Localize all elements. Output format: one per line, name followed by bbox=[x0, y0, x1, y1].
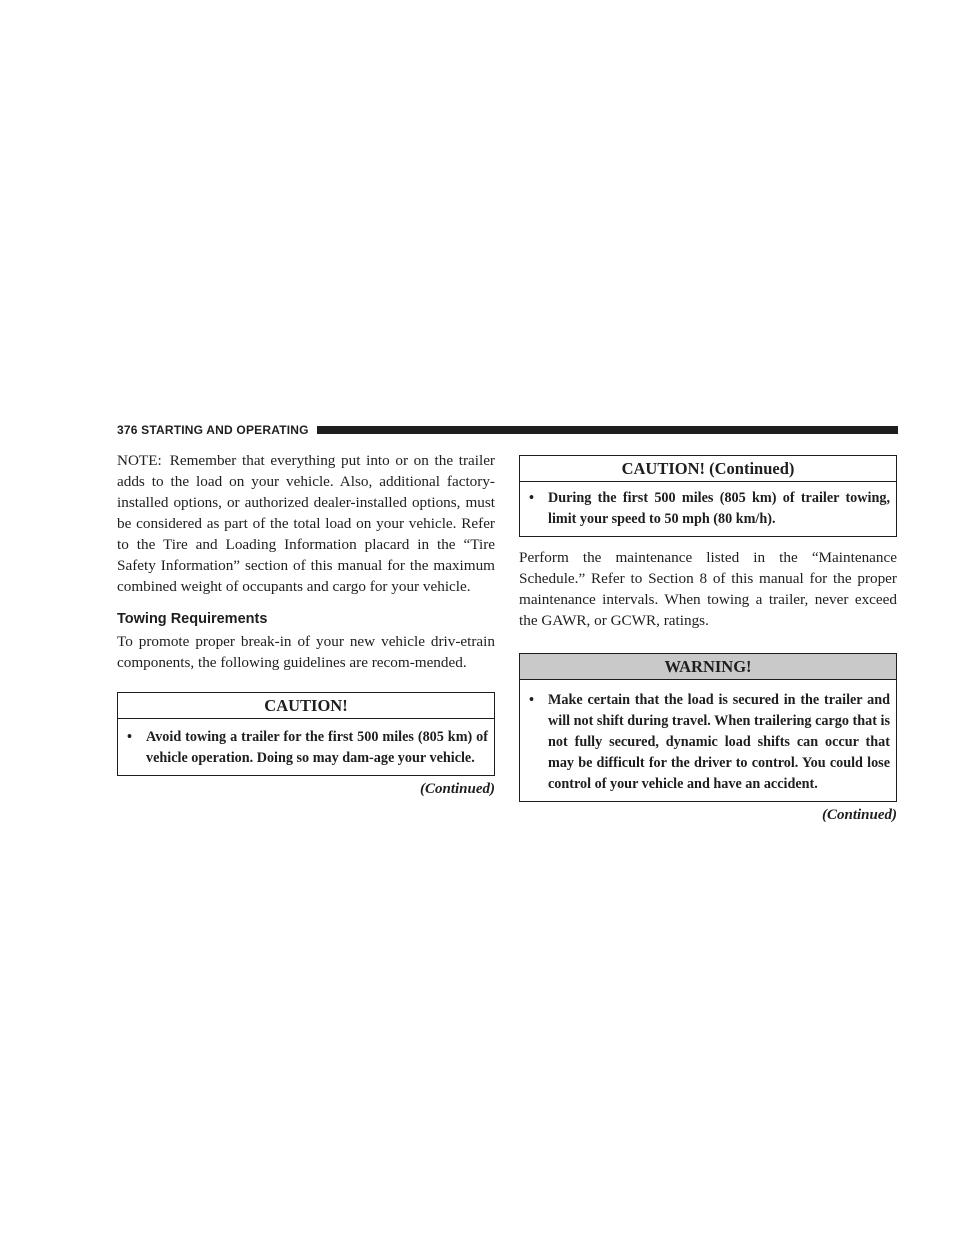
towing-requirements-heading: Towing Requirements bbox=[117, 611, 268, 627]
bullet-icon: • bbox=[127, 729, 132, 745]
caution-title: CAUTION! bbox=[118, 693, 494, 719]
bullet-icon: • bbox=[529, 692, 534, 708]
caution-body bbox=[118, 719, 494, 775]
caution-continued-box bbox=[519, 455, 897, 537]
caution-box bbox=[117, 692, 495, 776]
warning-body bbox=[520, 680, 896, 801]
caution-bullet-item bbox=[124, 727, 488, 769]
warning-box bbox=[519, 653, 897, 802]
warning-bullet-item bbox=[526, 690, 890, 795]
bullet-icon: • bbox=[529, 490, 534, 506]
caution-continued-title: CAUTION! (Continued) bbox=[520, 456, 896, 482]
header-rule bbox=[317, 426, 898, 434]
page-header bbox=[117, 423, 898, 437]
note-paragraph bbox=[117, 450, 495, 597]
note-text: Remember that everything put into or on the trailer adds to the load on your vehicle. Also, additional factory-installed options, or authorized dealer-installed options, must be considered as part of the total load on your vehicle. Refer to the Tire and Loading Information placard in the “Tire Safety Information” section of this manual for the maximum combined weight of occupants and cargo for your vehicle. bbox=[117, 452, 495, 595]
note-label: NOTE: bbox=[117, 452, 162, 469]
maintenance-paragraph: Perform the maintenance listed in the “Maintenance Schedule.” Refer to Section 8 of this manual for the proper maintenance intervals. When towing a trailer, never exceed the GAWR, or GCWR, ratings. bbox=[519, 549, 897, 629]
towing-intro-paragraph: To promote proper break-in of your new vehicle driv-etrain components, the following guidelines are recom-mended. bbox=[117, 633, 495, 671]
caution-continued-bullet-item bbox=[526, 488, 890, 530]
warning-bullet-text: Make certain that the load is secured in the trailer and will not shift during travel. When trailering cargo that is not fully secured, dynamic load shifts can occur that may be difficult for the driver to control. You could lose control of your vehicle and have an accident. bbox=[548, 692, 890, 792]
continued-label: (Continued) bbox=[821, 807, 897, 823]
caution-bullet-text: Avoid towing a trailer for the first 500 miles (805 km) of vehicle operation. Doing so may dam-age your vehicle. bbox=[146, 729, 488, 766]
caution-continued-bullet-text: During the first 500 miles (805 km) of trailer towing, limit your speed to 50 mph (80 km/h). bbox=[548, 490, 890, 527]
warning-title: WARNING! bbox=[520, 654, 896, 680]
continued-label: (Continued) bbox=[419, 781, 495, 797]
left-column bbox=[117, 450, 495, 799]
page-number-section-title: 376 STARTING AND OPERATING bbox=[117, 423, 309, 437]
right-column bbox=[519, 450, 897, 825]
caution-continued-body bbox=[520, 482, 896, 536]
